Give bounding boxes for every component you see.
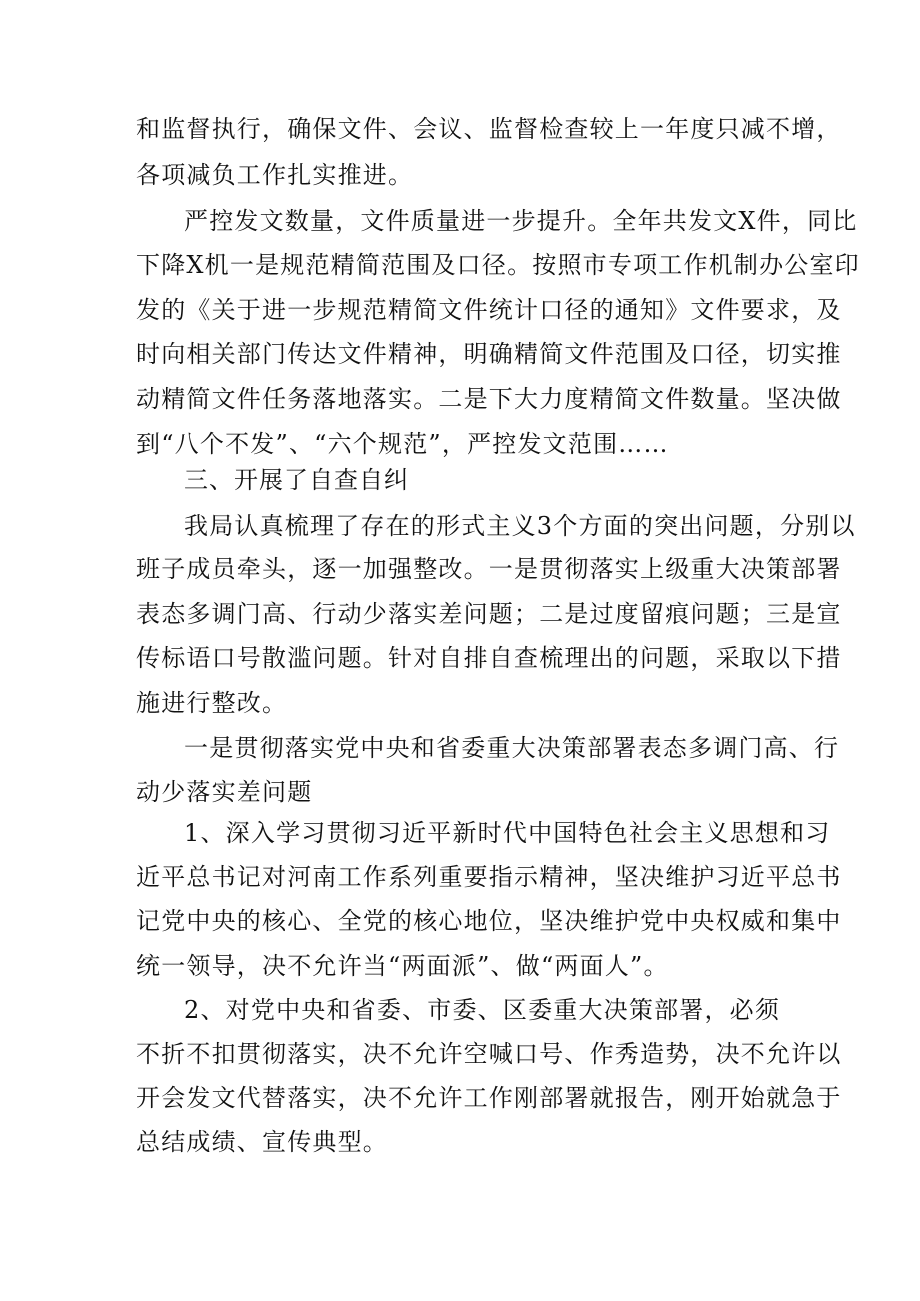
paragraph-line: 传标语口号散滥问题。针对自排自查梳理出的问题，采取以下措 — [136, 644, 842, 672]
paragraph-line: 严控发文数量，文件质量进一步提升。全年共发文X件，同比 — [184, 207, 858, 235]
paragraph-line: 我局认真梳理了存在的形式主义3个方面的突出问题，分别以 — [184, 512, 856, 540]
paragraph-line: 班子成员牵头，逐一加强整改。一是贯彻落实上级重大决策部署 — [136, 555, 842, 583]
paragraph-line: 开会发文代替落实，决不允许工作刚部署就报告，刚开始就急于 — [136, 1084, 842, 1112]
paragraph-line: 不折不扣贯彻落实，决不允许空喊口号、作秀造势，决不允许以 — [136, 1040, 842, 1068]
paragraph-line: 1、深入学习贯彻习近平新时代中国特色社会主义思想和习 — [184, 819, 831, 847]
paragraph-line: 动精简文件任务落地落实。二是下大力度精简文件数量。坚决做 — [136, 385, 842, 413]
paragraph-line: 动少落实差问题 — [136, 778, 313, 806]
paragraph-line: 下降X机一是规范精简范围及口径。按照市专项工作机制办公室印 — [136, 251, 860, 279]
paragraph-line: 发的《关于进一步规范精简文件统计口径的通知》文件要求，及 — [136, 296, 842, 324]
paragraph-line: 记党中央的核心、全党的核心地位，坚决维护党中央权威和集中 — [136, 907, 842, 935]
paragraph-line: 和监督执行，确保文件、会议、监督检查较上一年度只减不增， — [136, 115, 842, 143]
paragraph-line: 施进行整改。 — [136, 689, 288, 717]
paragraph-line: 统一领导，决不允许当“两面派”、做“两面人”。 — [136, 952, 669, 980]
paragraph-line: 表态多调门高、行动少落实差问题；二是过度留痕问题；三是宣 — [136, 600, 842, 628]
paragraph-line: 近平总书记对河南工作系列重要指示精神，坚决维护习近平总书 — [136, 863, 842, 891]
paragraph-line: 一是贯彻落实党中央和省委重大决策部署表态多调门高、行 — [184, 734, 840, 762]
paragraph-line: 到“八个不发”、“六个规范”，严控发文范围…… — [136, 430, 669, 458]
paragraph-line: 总结成绩、宣传典型。 — [136, 1128, 388, 1156]
paragraph-line: 时向相关部门传达文件精神，明确精简文件范围及口径，切实推 — [136, 340, 842, 368]
paragraph-line: 2、对党中央和省委、市委、区委重大决策部署，必须 — [184, 996, 781, 1024]
section-heading: 三、开展了自查自纠 — [184, 466, 409, 494]
paragraph-line: 各项减负工作扎实推进。 — [136, 161, 414, 189]
